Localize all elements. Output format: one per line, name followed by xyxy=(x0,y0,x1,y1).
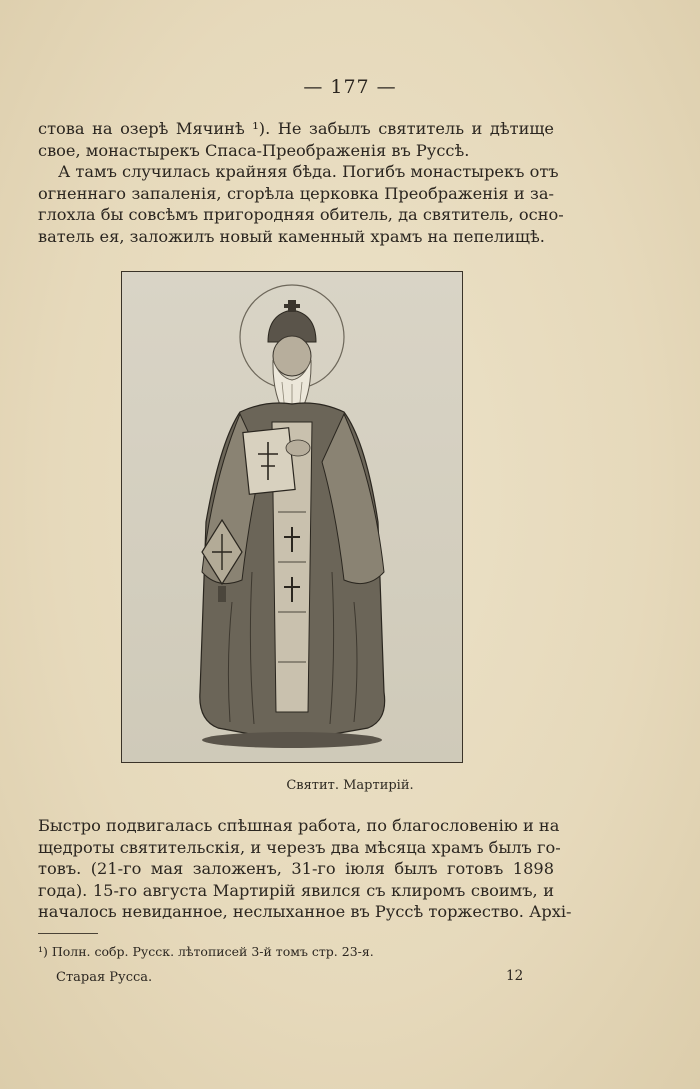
text-line: товъ. (21-го мая заложенъ, 31-го іюля былъ готовъ 1898 xyxy=(38,859,554,878)
paragraph-fire xyxy=(38,161,564,247)
text-line: Быстро подвигалась спѣшная работа, по благословенію и на xyxy=(38,816,560,835)
text-line: глохла бы совсѣмъ пригородняя обитель, да святитель, осно- xyxy=(38,205,564,224)
paragraph-continuation xyxy=(38,118,554,161)
saint-illustration xyxy=(121,271,463,763)
text-line: года). 15-го августа Мартирій явился съ клиромъ своимъ, и xyxy=(38,880,554,900)
text-line: огненнаго запаленія, сгорѣла церковка Преображенія и за- xyxy=(38,183,554,203)
face xyxy=(273,336,311,376)
text-line: началось невиданное, неслыханное въ Руссѣ торжество. Архі- xyxy=(38,902,572,921)
saint-figure-engraving xyxy=(122,272,462,762)
text-line: стова на озерѣ Мячинѣ ¹). Не забылъ святитель и дѣтище xyxy=(38,119,554,138)
paragraph-construction xyxy=(38,815,572,923)
footnote: ¹) Полн. собр. Русск. лѣтописей 3-й томъ стр. 23-я. xyxy=(38,944,374,959)
text-line: свое, монастырекъ Спаса-Преображенія въ Руссѣ. xyxy=(38,140,470,160)
text-line: А тамъ случилась крайняя бѣда. Погибъ монастырекъ отъ xyxy=(58,162,559,181)
text-line: ватель ея, заложилъ новый каменный храмъ на пепелищѣ. xyxy=(38,226,545,246)
ground-shadow xyxy=(202,732,382,748)
page-number: — 177 — xyxy=(303,76,397,98)
text-line: щедроты святительскія, и черезъ два мѣсяца храмъ былъ го- xyxy=(38,837,561,857)
footnote-rule xyxy=(38,933,98,934)
sheet-number: 12 xyxy=(506,968,524,984)
printer-signature: Старая Русса. xyxy=(56,970,153,985)
figure-caption: Святит. Мартирій. xyxy=(286,778,414,793)
gospel-book xyxy=(243,428,295,494)
